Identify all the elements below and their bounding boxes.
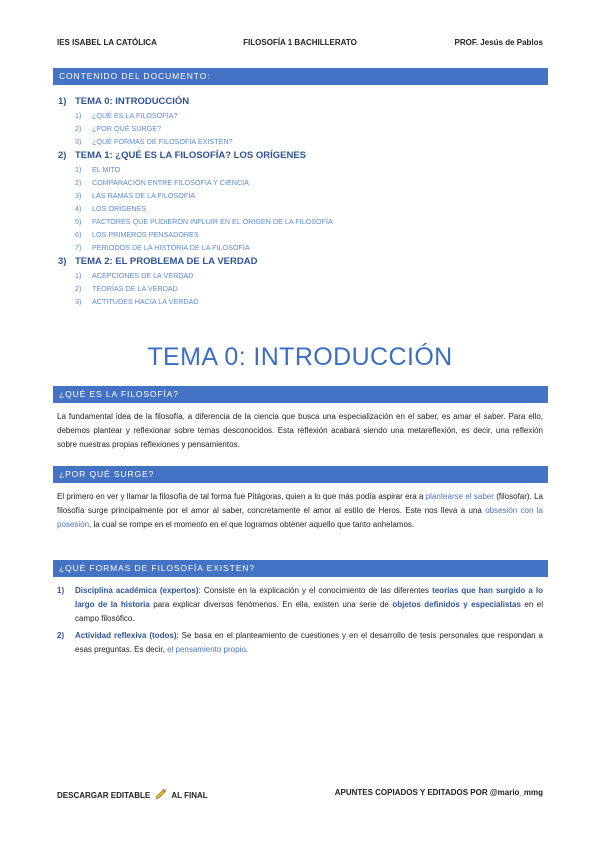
header-teacher: PROF. Jesús de Pablos	[454, 38, 543, 47]
toc-topic-number: 3)	[58, 256, 67, 267]
toc-topic-number: 2)	[58, 150, 67, 161]
toc-topic[interactable]	[58, 148, 538, 163]
term-actividad-reflexiva: Actividad reflexiva (todos)	[75, 630, 177, 640]
footer-credits: APUNTES COPIADOS Y EDITADOS POR @mario_mmg	[334, 788, 543, 797]
toc-subitem-label: LOS ORÍGENES	[92, 204, 147, 213]
highlight-obsesion-posesion: obsesión con la posesión	[57, 506, 543, 530]
highlight-teorias: teorías que han surgido a lo largo de la historia	[75, 586, 544, 610]
toc-subitem-label: ACTITUDES HACIA LA VERDAD	[92, 297, 199, 306]
toc-subitem-label: LOS PRIMEROS PENSADORES	[92, 230, 199, 239]
toc-topic[interactable]	[58, 254, 538, 269]
section-text-que-es: La fundamental idea de la filosofía, a diferencia de la ciencia que busca una especialización en el saber, es amar el saber. Para ello, debemos plantear y reflexionar sobre temas desconocidos. Esta reflexión acabará siendo una metareflexión, es decir, una reflexión sobre nuestras propias reflexiones y pensamientos.	[57, 412, 543, 450]
toc-subitem-number: 4)	[75, 204, 82, 213]
section-heading-que-es: ¿QUÉ ES LA FILOSOFÍA?	[53, 386, 548, 403]
toc-subitem-label: ACEPCIONES DE LA VERDAD	[92, 271, 194, 280]
toc-topic-label: TEMA 0: INTRODUCCIÓN	[75, 96, 190, 107]
toc-subitem[interactable]	[58, 189, 538, 202]
footer-download-suffix: AL FINAL	[171, 791, 208, 800]
section-heading-formas: ¿QUÉ FORMAS DE FILOSOFÍA EXISTEN?	[53, 560, 548, 577]
page-title: TEMA 0: INTRODUCCIÓN	[147, 343, 453, 371]
list-item-number: 1)	[57, 586, 65, 595]
text-run: : Consiste en la explicación y el conocimiento de las diferentes	[198, 586, 433, 595]
toc-subitem-number: 2)	[75, 178, 82, 187]
term-disciplina-academica: Disciplina académica (expertos)	[75, 586, 199, 595]
toc-subitem[interactable]	[58, 269, 538, 282]
text-run: (filosofar). La filosofía surge principalmente por el amor al saber, concretamente el amor al estilo de Heros. Este nos lleva a una	[57, 492, 543, 516]
footer-download-label: DESCARGAR EDITABLE	[57, 791, 151, 800]
list-item	[57, 629, 543, 657]
toc-subitem-label: LAS RAMAS DE LA FILOSOFÍA	[92, 191, 196, 200]
toc-subitem-number: 5)	[75, 217, 82, 226]
page-header	[57, 38, 543, 50]
toc-subitem-number: 3)	[75, 191, 82, 200]
toc-topic-label: TEMA 1: ¿QUÉ ES LA FILOSOFÍA? LOS ORÍGENES	[75, 150, 307, 161]
toc-topic-number: 1)	[58, 96, 67, 107]
toc-subitem-label: TEORÍAS DE LA VERDAD	[92, 284, 178, 293]
list-item	[57, 584, 543, 627]
toc-subitem-number: 7)	[75, 243, 82, 252]
toc-subitem[interactable]	[58, 163, 538, 176]
toc-subitem-number: 2)	[75, 284, 82, 293]
toc-topic[interactable]	[58, 94, 538, 109]
toc-subitem-label: PERIODOS DE LA HISTORIA DE LA FILOSOFÍA	[92, 243, 250, 252]
toc-subitem-number: 1)	[75, 271, 82, 280]
toc-subitem[interactable]	[58, 122, 538, 135]
highlight-objetos: objetos definidos y especialistas	[392, 600, 521, 610]
toc-subitem[interactable]	[58, 176, 538, 189]
section-heading-por-que: ¿POR QUÉ SURGE?	[53, 466, 548, 483]
toc-subitem[interactable]	[58, 282, 538, 295]
toc-subitem-number: 6)	[75, 230, 82, 239]
header-course: FILOSOFÍA 1 BACHILLERATO	[243, 38, 357, 47]
toc-subitem-label: ¿POR QUÉ SURGE?	[92, 124, 162, 133]
toc-subitem[interactable]	[58, 109, 538, 122]
toc-subitem-number: 1)	[75, 111, 82, 120]
toc-subitem-label: COMPARACIÓN ENTRE FILOSOFÍA Y CIENCIA	[92, 178, 249, 187]
highlight-pensamiento-propio: el pensamiento propio	[167, 644, 246, 654]
text-run: para explicar diversos fenómenos. En ella, existen una serie de	[149, 600, 393, 610]
table-of-contents	[58, 94, 538, 308]
highlight-plantearse-saber: plantearse el saber	[425, 492, 494, 501]
header-school: IES ISABEL LA CATÓLICA	[57, 38, 157, 47]
toc-subitem-number: 3)	[75, 137, 82, 146]
toc-subitem[interactable]	[58, 295, 538, 308]
list-item-number: 2)	[57, 630, 65, 640]
section-text-por-que	[57, 490, 543, 533]
toc-subitem-label: FACTORES QUE PUDIERON INFLUIR EN EL ORIGEN DE LA FILOSOFÍA	[92, 217, 333, 226]
toc-subitem[interactable]	[58, 202, 538, 215]
toc-subitem-number: 1)	[75, 165, 82, 174]
toc-subitem-label: ¿QUÉ ES LA FILOSOFÍA?	[92, 111, 178, 120]
text-run: .	[245, 644, 249, 654]
toc-subitem-label: ¿QUÉ FORMAS DE FILOSOFÍA EXISTEN?	[92, 137, 233, 146]
toc-subitem-label: EL MITO	[92, 165, 121, 174]
toc-subitem-number: 2)	[75, 124, 82, 133]
text-run: en el campo filosófico.	[75, 600, 543, 624]
toc-topic-label: TEMA 2: EL PROBLEMA DE LA VERDAD	[75, 256, 258, 267]
toc-subitem[interactable]	[58, 228, 538, 241]
page-footer	[57, 788, 543, 802]
text-run: El primero en ver y llamar la filosofía de tal forma fue Pitágoras, quien a lo que más podía aspirar era a	[57, 492, 426, 501]
text-run: : Se basa en el planteamiento de cuestiones y en el desarrollo de tesis personales que respondan a esas preguntas. Es decir,	[75, 630, 543, 654]
footer-download-note[interactable]	[57, 788, 208, 801]
toc-subitem[interactable]	[58, 135, 538, 148]
pencil-icon	[154, 788, 167, 801]
toc-subitem[interactable]	[58, 241, 538, 254]
toc-heading: CONTENIDO DEL DOCUMENTO:	[53, 68, 548, 85]
toc-subitem-number: 3)	[75, 297, 82, 306]
forms-list	[57, 584, 543, 659]
text-run: , la cual se rompe en el momento en el que logramos obtener aquello que tanto anhelamos.	[89, 520, 415, 530]
toc-subitem[interactable]	[58, 215, 538, 228]
